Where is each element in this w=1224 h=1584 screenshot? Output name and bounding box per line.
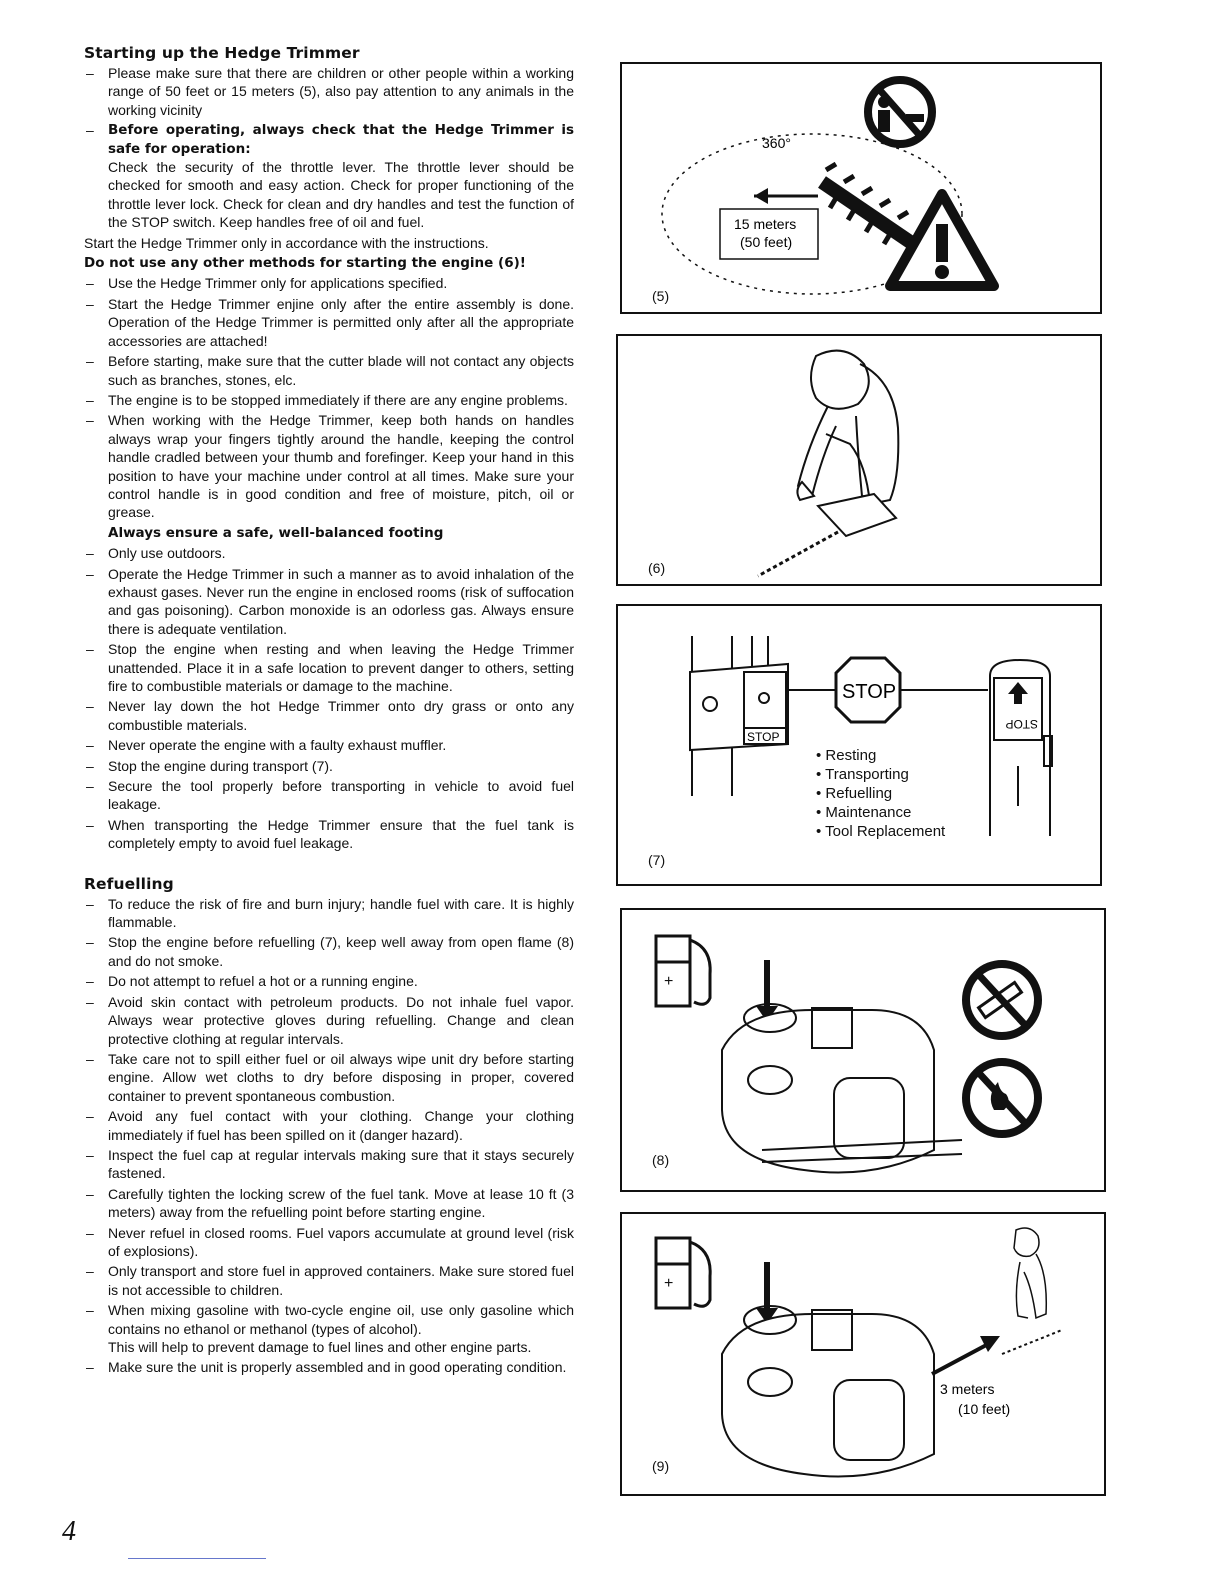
list-item: – Before starting, make sure that the cutter blade will not contact any objects such as branches, stones, elc. [84,352,574,389]
figure-7-illustration [618,606,1100,884]
figure-5-label: (5) [652,288,670,304]
list-item: – Never refuel in closed rooms. Fuel vapors accumulate at ground level (risk of explosions). [84,1224,574,1261]
figure-6-label: (6) [648,560,666,576]
list-item-text: When mixing gasoline with two-cycle engine oil, use only gasoline which contains no ethanol or methanol (types of alcohol). [108,1302,574,1337]
footing-heading: Always ensure a safe, well-balanced footing [108,524,444,541]
list-item: • Tool Replacement [816,822,945,841]
figure-6-panel [616,334,1102,586]
list-item: – Start the Hedge Trimmer enjine only after the entire assembly is done. Operation of the Hedge Trimmer is permitted only after all the appropriate accessories are attached! [84,295,574,350]
list-item: – Avoid any fuel contact with your clothing. Change your clothing immediately if fuel has been spilled on it (danger hazard). [84,1107,574,1144]
svg-text:+: + [664,1275,674,1292]
list-item: – Take care not to spill either fuel or oil always wipe unit dry before starting engine. Allow wet cloths to dry before disposing in proper, covered container to prevent spontaneous combustion. [84,1050,574,1105]
starting-list-a [84,274,574,521]
worker-arms [798,406,876,498]
list-item: – Use the Hedge Trimmer only for applications specified. [84,274,574,292]
list-item: • Transporting [816,765,945,784]
section-title-refuelling: Refuelling [84,874,174,893]
list-item: – When working with the Hedge Trimmer, keep both hands on handles always wrap your fingers tightly around the handle, keeping the control handle cradled between your thumb and forefinger. Keep your hand in this position to have your machine under control at all times. Make sure your control handle is in good condition and free of moisture, pitch, oil or grease. [84,411,574,521]
no-people-icon [868,80,932,144]
figure-8-panel [620,908,1106,1192]
warning-line: Do not use any other methods for starting the engine (6)! [84,255,526,272]
distance-meters: 3 meters [940,1381,995,1397]
list-item: – Only use outdoors. [84,544,574,562]
engine-illustration [722,1004,962,1173]
figure-7-label: (7) [648,852,666,868]
stop-sign-text: STOP [842,681,897,703]
fuel-pump-icon [656,1238,710,1308]
switch-stop-text: STOP [747,730,780,744]
instruction-line: Start the Hedge Trimmer only in accordance with the instructions. [84,234,489,251]
worker-helmet [811,351,869,409]
figure-5-illustration [622,64,1100,312]
figure-5-panel [620,62,1102,314]
list-item: – Secure the tool properly before transporting in vehicle to avoid fuel leakage. [84,777,574,814]
list-item: – Stop the engine during transport (7). [84,757,574,775]
figure-8-label: (8) [652,1152,670,1168]
list-item: • Maintenance [816,803,945,822]
list-item: – Avoid skin contact with petroleum products. Do not inhale fuel vapor. Always wear protective gloves during refuelling. Change and clean protective clothing at regular intervals. [84,993,574,1048]
figure-9-label: (9) [652,1458,670,1474]
bold-heading: – Before operating, always check that the Hedge Trimmer is safe for operation: [108,122,574,157]
stop-reasons-list [816,746,945,841]
svg-text:+: + [664,973,674,990]
list-item [84,1301,574,1356]
list-item: – Please make sure that there are children or other people within a working range of 50 feet or 15 meters (5), also pay attention to any animals in the working vicinity [84,64,574,119]
handle-stop-text: STOP [1005,717,1038,731]
list-item: – Operate the Hedge Trimmer in such a manner as to avoid inhalation of the exhaust gases. Never run the engine in enclosed rooms (risk of suffocation and gas poisoning). Carbon monoxide is an odorless gas. Always ensure there is adequate ventilation. [84,565,574,639]
list-item: – Stop the engine when resting and when leaving the Hedge Trimmer unattended. Place it in a safe location to prevent danger to others, setting fire to combustible materials or damage to the machine. [84,640,574,695]
list-item: – The engine is to be stopped immediately if there are any engine problems. [84,391,574,409]
left-column [84,44,574,1379]
figure-6-illustration [618,336,1100,584]
angle-label: 360° [762,135,791,151]
trimmer-blade [758,532,838,576]
list-item: – Stop the engine before refuelling (7), keep well away from open flame (8) and do not smoke. [84,933,574,970]
refuelling-list [84,895,574,1377]
no-open-flame-icon [966,1062,1038,1134]
list-item-body: Check the security of the throttle lever. The throttle lever should be checked for smooth and easy action. Check for proper functioning of the throttle lever lock. Check for clean and dry handles and test the function of the STOP switch. Keep handles free of oil and fuel. [108,159,574,231]
list-item: • Refuelling [816,784,945,803]
engine-illustration [722,1306,934,1477]
figure-9-illustration [622,1214,1104,1494]
figure-8-illustration [622,910,1104,1190]
list-item: – Never lay down the hot Hedge Trimmer onto dry grass or onto any combustible materials. [84,697,574,734]
no-smoking-icon [966,964,1038,1036]
list-item: – Make sure the unit is properly assembled and in good operating condition. [84,1358,574,1376]
stop-sign-icon [836,658,900,722]
list-item: – Carefully tighten the locking screw of the fuel tank. Move at lease 10 ft (3 meters) away from the refuelling point before starting engine. [84,1185,574,1222]
distance-feet: (50 feet) [740,234,793,250]
list-item: – To reduce the risk of fire and burn injury; handle fuel with care. It is highly flammable. [84,895,574,932]
list-item-note: This will help to prevent damage to fuel lines and other engine parts. [108,1339,532,1355]
list-item: – When transporting the Hedge Trimmer ensure that the fuel tank is completely empty to avoid fuel leakage. [84,816,574,853]
worker-body [826,364,898,504]
list-item [84,121,574,231]
list-item: • Resting [816,746,945,765]
starting-list [84,64,574,232]
figure-7-panel [616,604,1102,886]
starting-list-b [84,544,574,853]
arrow-down-icon [756,1262,778,1324]
fuel-pump-icon [656,936,710,1006]
list-item: – Never operate the engine with a faulty exhaust muffler. [84,736,574,754]
footer-rule [128,1558,266,1559]
distance-feet: (10 feet) [958,1401,1011,1417]
hedge-trimmer-blade [822,164,922,250]
distance-meters: 15 meters [734,216,797,232]
figure-9-panel [620,1212,1106,1496]
list-item: – Inspect the fuel cap at regular intervals making sure that it stays securely fastened. [84,1146,574,1183]
section-title-starting: Starting up the Hedge Trimmer [84,44,360,62]
arrow-to-worker-icon [932,1336,1000,1374]
list-item: – Only transport and store fuel in approved containers. Make sure stored fuel is not accessible to children. [84,1262,574,1299]
worker-small [1002,1228,1062,1354]
list-item: – Do not attempt to refuel a hot or a running engine. [84,972,574,990]
page-number: 4 [62,1516,76,1547]
